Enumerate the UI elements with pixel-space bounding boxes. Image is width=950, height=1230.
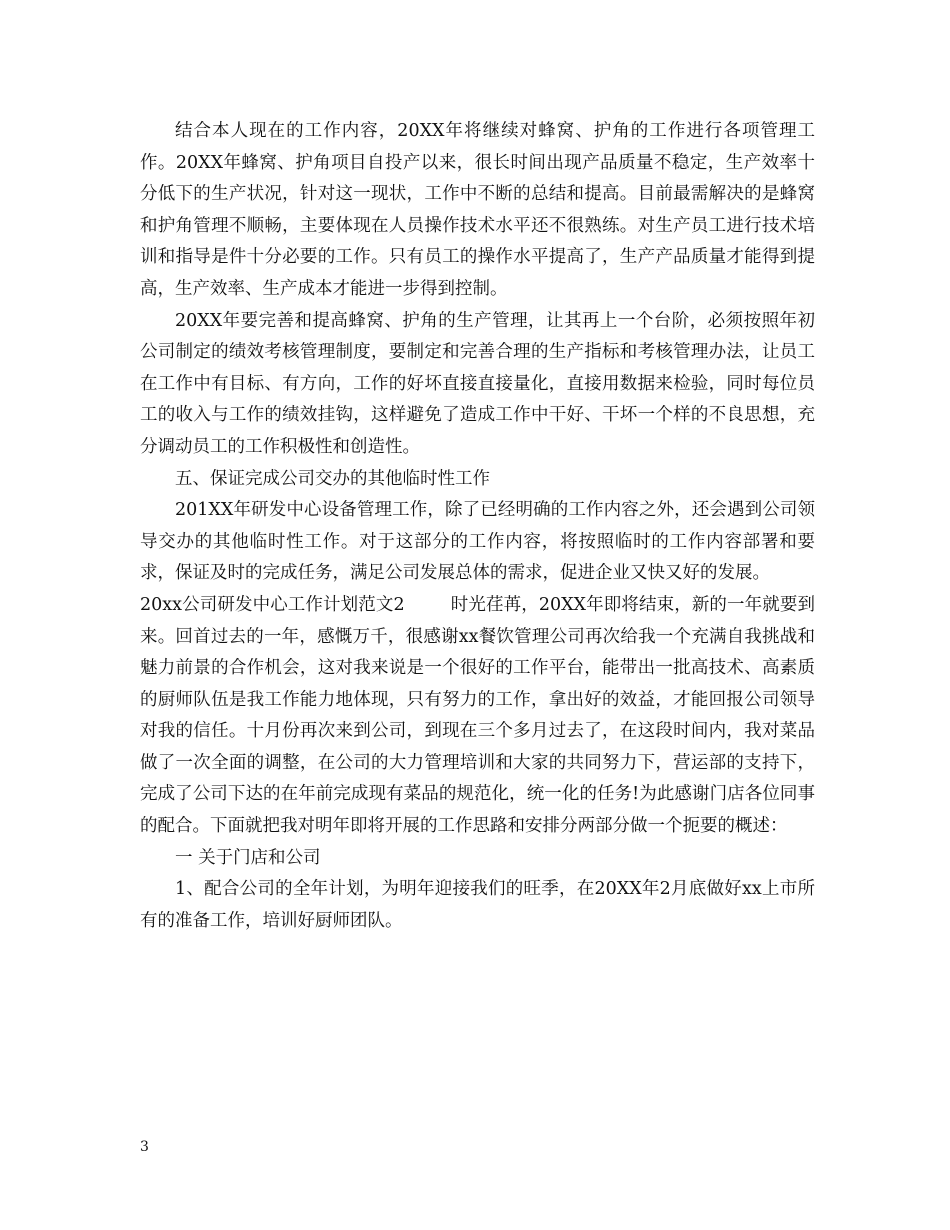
section-title-plan-2: 20xx公司研发中心工作计划范文2 xyxy=(140,594,405,615)
document-body xyxy=(140,116,815,937)
paragraph-production-management: 20XX年要完善和提高蜂窝、护角的生产管理，让其再上一个台阶，必须按照年初公司制定的绩效考核管理制度，要制定和完善合理的生产指标和考核管理办法，让员工在工作中有目标、有方向，工作的好坏直接直接量化，直接用数据来检验，同时每位员工的收入与工作的绩效挂钩，这样避免了造成工作中干好、干坏一个样的不良思想，充分调动员工的工作积极性和创造性。 xyxy=(140,310,815,457)
paragraph-plan-2-intro xyxy=(140,590,815,843)
paragraph-temporary-work: 201XX年研发中心设备管理工作，除了已经明确的工作内容之外，还会遇到公司领导交办的其他临时性工作。对于这部分的工作内容，将按照临时的工作内容部署和要求，保证及时的完成任务，满足公司发展总体的需求，促进企业又快又好的发展。 xyxy=(140,500,815,584)
list-item-1: 1、配合公司的全年计划，为明年迎接我们的旺季，在20XX年2月底做好xx上市所有的准备工作，培训好厨师团队。 xyxy=(140,879,815,931)
subheading-store-company: 一 关于门店和公司 xyxy=(175,847,321,868)
plan-2-intro-text: 时光荏苒，20XX年即将结束，新的一年就要到来。回首过去的一年，感慨万千，很感谢xx餐饮管理公司再次给我一个充满自我挑战和魅力前景的合作机会，这对我来说是一个很好的工作平台，能带出一批高技术、高素质的厨师队伍是我工作能力地体现，只有努力的工作，拿出好的效益，才能回报公司领导对我的信任。十月份再次来到公司，到现在三个多月过去了，在这段时间内，我对菜品做了一次全面的调整，在公司的大力管理培训和大家的共同努力下，营运部的支持下，完成了公司下达的在年前完成现有菜品的规范化，统一化的任务!为此感谢门店各位同事的配合。下面就把我对明年即将开展的工作思路和安排分两部分做一个扼要的概述： xyxy=(140,594,816,837)
section-heading-five: 五、保证完成公司交办的其他临时性工作 xyxy=(175,468,490,489)
paragraph-work-content: 结合本人现在的工作内容，20XX年将继续对蜂窝、护角的工作进行各项管理工作。20XX年蜂窝、护角项目自投产以来，很长时间出现产品质量不稳定，生产效率十分低下的生产状况，针对这一现状，工作中不断的总结和提高。目前最需解决的是蜂窝和护角管理不顺畅，主要体现在人员操作技术水平还不很熟练。对生产员工进行技术培训和指导是件十分必要的工作。只有员工的操作水平提高了，生产产品质量才能得到提高，生产效率、生产成本才能进一步得到控制。 xyxy=(140,121,815,299)
page-number: 3 xyxy=(140,1139,149,1155)
